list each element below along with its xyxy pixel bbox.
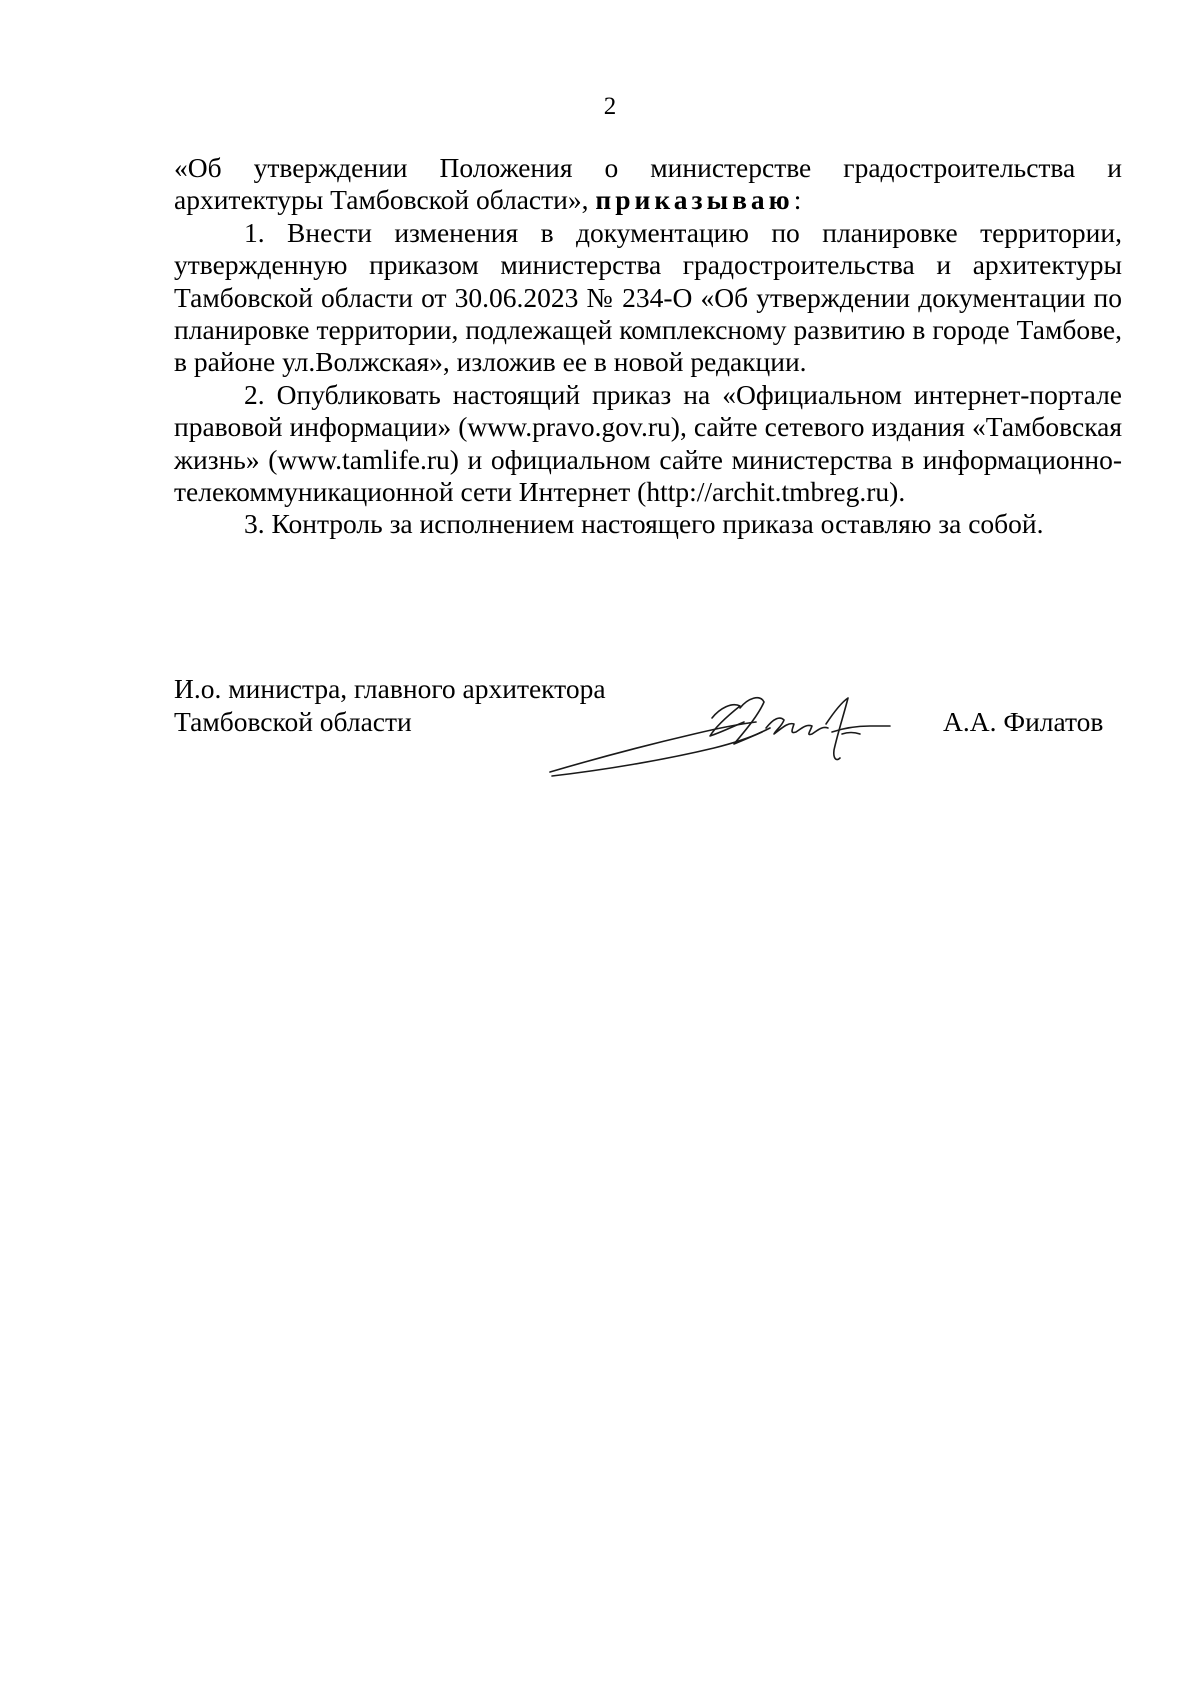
- preamble-tail: :: [793, 184, 802, 216]
- paragraph-item-2: 2. Опубликовать настоящий приказ на «Официальном интернет-портале правовой информации» (www.pravo.gov.ru), сайте сетевого издания «Тамбовская жизнь» (www.tamlife.ru) и официальном сайте министерства в информационно-телекоммуникационной сети Интернет (http://archit.tmbreg.ru).: [174, 378, 1122, 508]
- paragraph-item-1: 1. Внести изменения в документацию по планировке территории, утвержденную приказом министерства градостроительства и архитектуры Тамбовской области от 30.06.2023 № 234-О «Об утверждении документации по планировке территории, подлежащей комплексному развитию в городе Тамбове, в районе ул.Волжская», изложив ее в новой редакции.: [174, 216, 1122, 378]
- paragraph-preamble: [174, 152, 1122, 217]
- preamble-text: «Об утверждении Положения о министерстве градостроительства и архитектуры Тамбовской области»,: [174, 152, 1122, 216]
- handwritten-signature: [544, 688, 894, 780]
- signatory-title-line-1: И.о. министра, главного архитектора: [174, 673, 606, 704]
- signatory-name: А.А. Филатов: [943, 706, 1104, 737]
- signature-block: [174, 672, 1122, 782]
- paragraph-item-3: 3. Контроль за исполнением настоящего приказа оставляю за собой.: [244, 508, 1044, 540]
- order-keyword: приказываю: [595, 184, 794, 216]
- page-number: 2: [603, 93, 617, 120]
- order-body: [174, 152, 1122, 541]
- signatory-title-line-2: Тамбовской области: [174, 706, 412, 737]
- signatory-title: [174, 672, 606, 738]
